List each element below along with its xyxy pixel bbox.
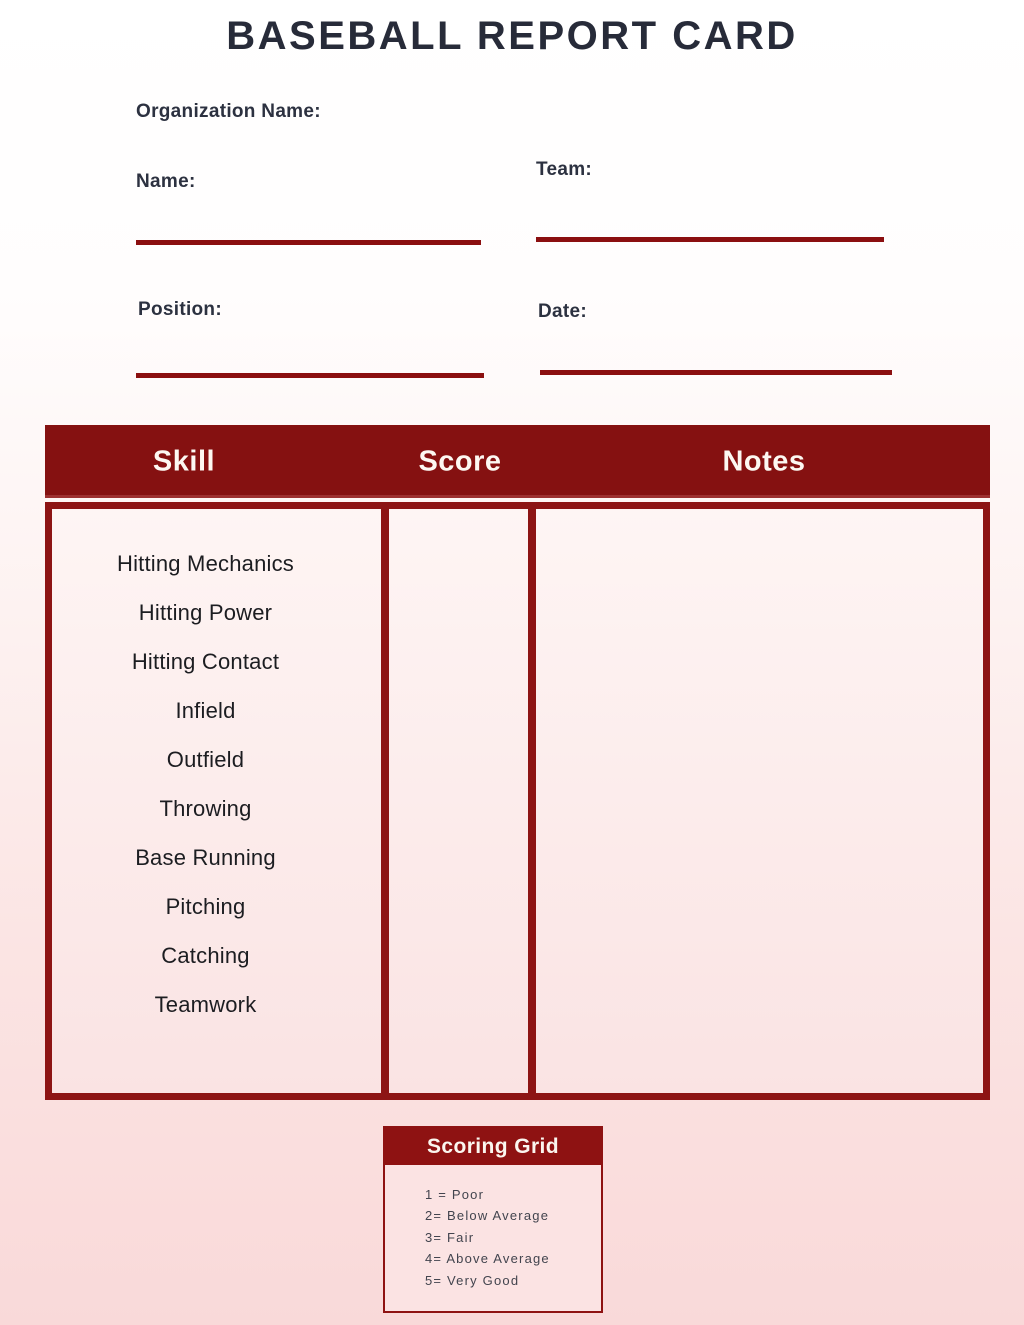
- team-label: Team:: [536, 159, 593, 180]
- skill-item: Teamwork: [154, 992, 257, 1017]
- skill-item: Catching: [161, 943, 250, 968]
- column-header-skill: Skill: [152, 445, 216, 477]
- table-header-bar: [45, 425, 990, 498]
- scoring-grid: [383, 1126, 603, 1313]
- page-title: BASEBALL REPORT CARD: [226, 14, 798, 58]
- skill-item: Hitting Mechanics: [116, 551, 295, 576]
- skills-table: [45, 502, 990, 1100]
- scoring-grid-title: Scoring Grid: [427, 1134, 559, 1158]
- column-divider: [381, 509, 389, 1093]
- date-fill-line[interactable]: [540, 370, 892, 375]
- scoring-item: 5= Very Good: [425, 1272, 520, 1288]
- scoring-item: 3= Fair: [425, 1229, 475, 1245]
- score-column[interactable]: [389, 509, 528, 1093]
- scoring-item: 2= Below Average: [425, 1208, 550, 1224]
- name-label: Name:: [136, 171, 196, 192]
- scoring-grid-header: [385, 1128, 601, 1165]
- skill-item: Pitching: [165, 894, 246, 919]
- position-fill-line[interactable]: [136, 373, 484, 378]
- date-label: Date:: [538, 301, 588, 322]
- team-fill-line[interactable]: [536, 237, 884, 242]
- scoring-item: 1 = Poor: [425, 1187, 485, 1202]
- skill-item: Hitting Power: [138, 600, 273, 625]
- column-divider: [528, 509, 536, 1093]
- column-header-notes: Notes: [722, 445, 806, 477]
- column-header-score: Score: [418, 445, 502, 477]
- notes-column[interactable]: [536, 509, 983, 1093]
- skill-item: Throwing: [159, 796, 252, 821]
- skill-item: Hitting Contact: [131, 649, 280, 674]
- skill-item: Base Running: [135, 845, 276, 870]
- skill-item: Outfield: [166, 747, 245, 772]
- skill-item: Infield: [175, 698, 236, 723]
- scoring-grid-list: [385, 1165, 601, 1311]
- scoring-item: 4= Above Average: [425, 1251, 550, 1267]
- skill-column: [52, 509, 381, 1093]
- position-label: Position:: [138, 299, 222, 320]
- organization-name-label: Organization Name:: [136, 101, 321, 122]
- name-fill-line[interactable]: [136, 240, 481, 245]
